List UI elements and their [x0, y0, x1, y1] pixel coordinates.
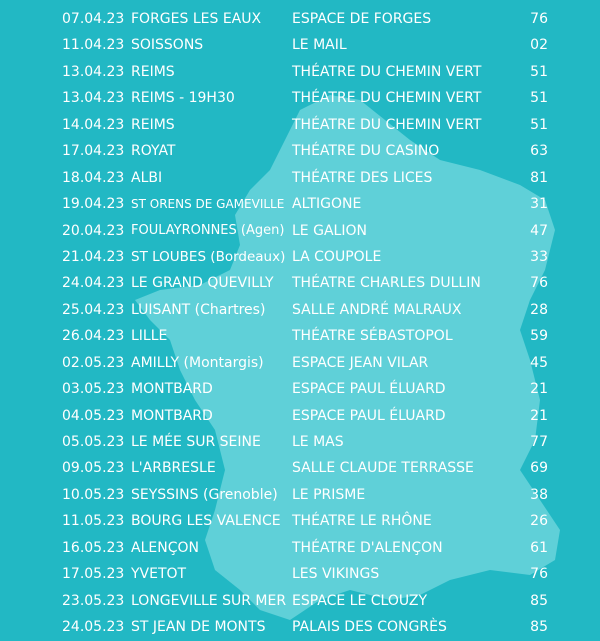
tour-venue-cell: LE MAS: [292, 434, 344, 450]
tour-date-row: [0, 165, 600, 191]
tour-date-row: [0, 535, 600, 561]
tour-dept-cell: 85: [530, 592, 548, 609]
tour-date-cell: 04.05.23: [62, 407, 125, 424]
tour-date-row: [0, 59, 600, 85]
tour-date-cell: 13.04.23: [62, 90, 125, 107]
tour-city-cell: ST JEAN DE MONTS: [131, 619, 266, 636]
tour-date-cell: 17.05.23: [62, 566, 125, 583]
tour-city-cell: ST LOUBES (Bordeaux): [131, 248, 286, 265]
tour-venue-cell: SALLE ANDRÉ MALRAUX: [292, 301, 462, 318]
tour-date-cell: 03.05.23: [62, 381, 125, 398]
tour-date-row: [0, 429, 600, 455]
tour-venue-cell: PALAIS DES CONGRÈS: [292, 619, 447, 636]
tour-venue-cell: LE MAIL: [292, 37, 347, 54]
tour-city-cell: ROYAT: [131, 143, 176, 160]
tour-date-cell: 23.05.23: [62, 592, 125, 609]
tour-venue-cell: THÉATRE DU CHEMIN VERT: [292, 116, 482, 133]
tour-date-cell: 07.04.23: [62, 11, 125, 27]
tour-city-cell: LONGEVILLE SUR MER: [131, 592, 287, 609]
tour-dept-cell: 47: [530, 222, 548, 239]
tour-city-cell: FORGES LES EAUX: [131, 11, 262, 27]
tour-city-cell: REIMS: [131, 116, 175, 133]
tour-date-row: [0, 561, 600, 587]
tour-date-row: [0, 218, 600, 244]
tour-date-row: [0, 32, 600, 58]
tour-venue-cell: THÉATRE CHARLES DULLIN: [292, 275, 481, 292]
tour-dept-cell: 63: [530, 143, 548, 160]
tour-city-cell: YVETOT: [131, 566, 187, 583]
tour-venue-cell: THÉATRE DU CHEMIN VERT: [292, 63, 482, 80]
tour-date-row: [0, 350, 600, 376]
tour-city-cell: L'ARBRESLE: [131, 460, 216, 477]
tour-date-row: [0, 323, 600, 349]
tour-date-row: [0, 614, 600, 640]
tour-date-row: [0, 112, 600, 138]
tour-dept-cell: 21: [530, 407, 548, 424]
tour-city-cell: REIMS - 19H30: [131, 90, 235, 107]
tour-dept-cell: 51: [530, 90, 548, 107]
tour-date-cell: 09.05.23: [62, 460, 125, 477]
tour-schedule-list: [0, 6, 600, 641]
tour-date-cell: 24.05.23: [62, 619, 125, 636]
tour-date-cell: 20.04.23: [62, 222, 125, 239]
tour-dept-cell: 81: [530, 169, 548, 186]
tour-date-row: [0, 138, 600, 164]
tour-dept-cell: 02: [530, 37, 548, 54]
tour-venue-cell: ESPACE JEAN VILAR: [292, 354, 429, 371]
tour-dept-cell: 76: [530, 566, 548, 583]
tour-date-row: [0, 403, 600, 429]
tour-date-cell: 14.04.23: [62, 116, 125, 133]
tour-date-row: [0, 376, 600, 402]
tour-date-cell: 11.04.23: [62, 37, 125, 54]
tour-dept-cell: 76: [530, 11, 548, 27]
tour-date-cell: 13.04.23: [62, 63, 125, 80]
tour-venue-cell: ALTIGONE: [292, 196, 362, 213]
tour-venue-cell: THÉATRE DES LICES: [292, 169, 433, 186]
tour-date-cell: 21.04.23: [62, 248, 125, 265]
tour-venue-cell: SALLE CLAUDE TERRASSE: [292, 460, 474, 477]
tour-venue-cell: ESPACE PAUL ÉLUARD: [292, 381, 446, 398]
tour-date-cell: 25.04.23: [62, 301, 125, 318]
tour-dept-cell: 45: [530, 354, 548, 371]
tour-dept-cell: 77: [530, 434, 548, 450]
tour-dept-cell: 85: [530, 619, 548, 636]
tour-venue-cell: THÉATRE LE RHÔNE: [292, 513, 432, 530]
tour-venue-cell: ESPACE PAUL ÉLUARD: [292, 407, 446, 424]
tour-date-row: [0, 297, 600, 323]
tour-date-cell: 16.05.23: [62, 539, 125, 556]
tour-date-cell: 02.05.23: [62, 354, 125, 371]
tour-dept-cell: 28: [530, 301, 548, 318]
tour-date-cell: 19.04.23: [62, 196, 125, 213]
tour-city-cell: FOULAYRONNES (Agen): [131, 222, 285, 238]
tour-date-cell: 05.05.23: [62, 434, 125, 450]
tour-city-cell: LILLE: [131, 328, 168, 345]
tour-city-cell: LE GRAND QUEVILLY: [131, 275, 274, 292]
tour-dept-cell: 61: [530, 539, 548, 556]
tour-venue-cell: THÉATRE DU CHEMIN VERT: [292, 90, 482, 107]
tour-city-cell: AMILLY (Montargis): [131, 354, 264, 371]
tour-date-row: [0, 244, 600, 270]
tour-venue-cell: THÉATRE SÉBASTOPOL: [292, 328, 453, 345]
tour-date-cell: 10.05.23: [62, 486, 125, 503]
tour-venue-cell: LE PRISME: [292, 486, 366, 503]
tour-dept-cell: 69: [530, 460, 548, 477]
tour-dept-cell: 33: [530, 248, 548, 265]
tour-date-row: [0, 455, 600, 481]
tour-dept-cell: 21: [530, 381, 548, 398]
tour-city-cell: MONTBARD: [131, 381, 213, 398]
tour-venue-cell: LE GALION: [292, 222, 367, 239]
tour-date-row: [0, 508, 600, 534]
tour-date-row: [0, 85, 600, 111]
tour-venue-cell: LES VIKINGS: [292, 566, 380, 583]
tour-dept-cell: 59: [530, 328, 548, 345]
tour-city-cell: LUISANT (Chartres): [131, 301, 266, 318]
tour-venue-cell: ESPACE LE CLOUZY: [292, 592, 428, 609]
tour-city-cell: SEYSSINS (Grenoble): [131, 486, 278, 503]
tour-city-cell: REIMS: [131, 63, 175, 80]
tour-date-row: [0, 270, 600, 296]
tour-city-cell: BOURG LES VALENCE: [131, 513, 281, 530]
tour-dept-cell: 76: [530, 275, 548, 292]
tour-city-cell: ALBI: [131, 169, 163, 186]
tour-dept-cell: 38: [530, 486, 548, 503]
tour-venue-cell: ESPACE DE FORGES: [292, 11, 432, 27]
tour-date-row: [0, 6, 600, 32]
tour-dept-cell: 31: [530, 196, 548, 213]
tour-date-cell: 18.04.23: [62, 169, 125, 186]
tour-venue-cell: THÉATRE D'ALENÇON: [292, 539, 443, 556]
tour-dept-cell: 51: [530, 63, 548, 80]
tour-city-cell: ST ORENS DE GAMEVILLE: [131, 197, 285, 212]
tour-date-cell: 17.04.23: [62, 143, 125, 160]
tour-dept-cell: 51: [530, 116, 548, 133]
tour-date-cell: 24.04.23: [62, 275, 125, 292]
tour-dept-cell: 26: [530, 513, 548, 530]
tour-city-cell: MONTBARD: [131, 407, 213, 424]
tour-date-row: [0, 482, 600, 508]
tour-venue-cell: LA COUPOLE: [292, 248, 382, 265]
tour-date-row: [0, 588, 600, 614]
tour-city-cell: ALENÇON: [131, 539, 199, 556]
tour-date-cell: 11.05.23: [62, 513, 125, 530]
tour-venue-cell: THÉATRE DU CASINO: [292, 143, 440, 160]
tour-city-cell: SOISSONS: [131, 37, 204, 54]
tour-date-cell: 26.04.23: [62, 328, 125, 345]
tour-city-cell: LE MÉE SUR SEINE: [131, 434, 261, 450]
tour-date-row: [0, 191, 600, 217]
